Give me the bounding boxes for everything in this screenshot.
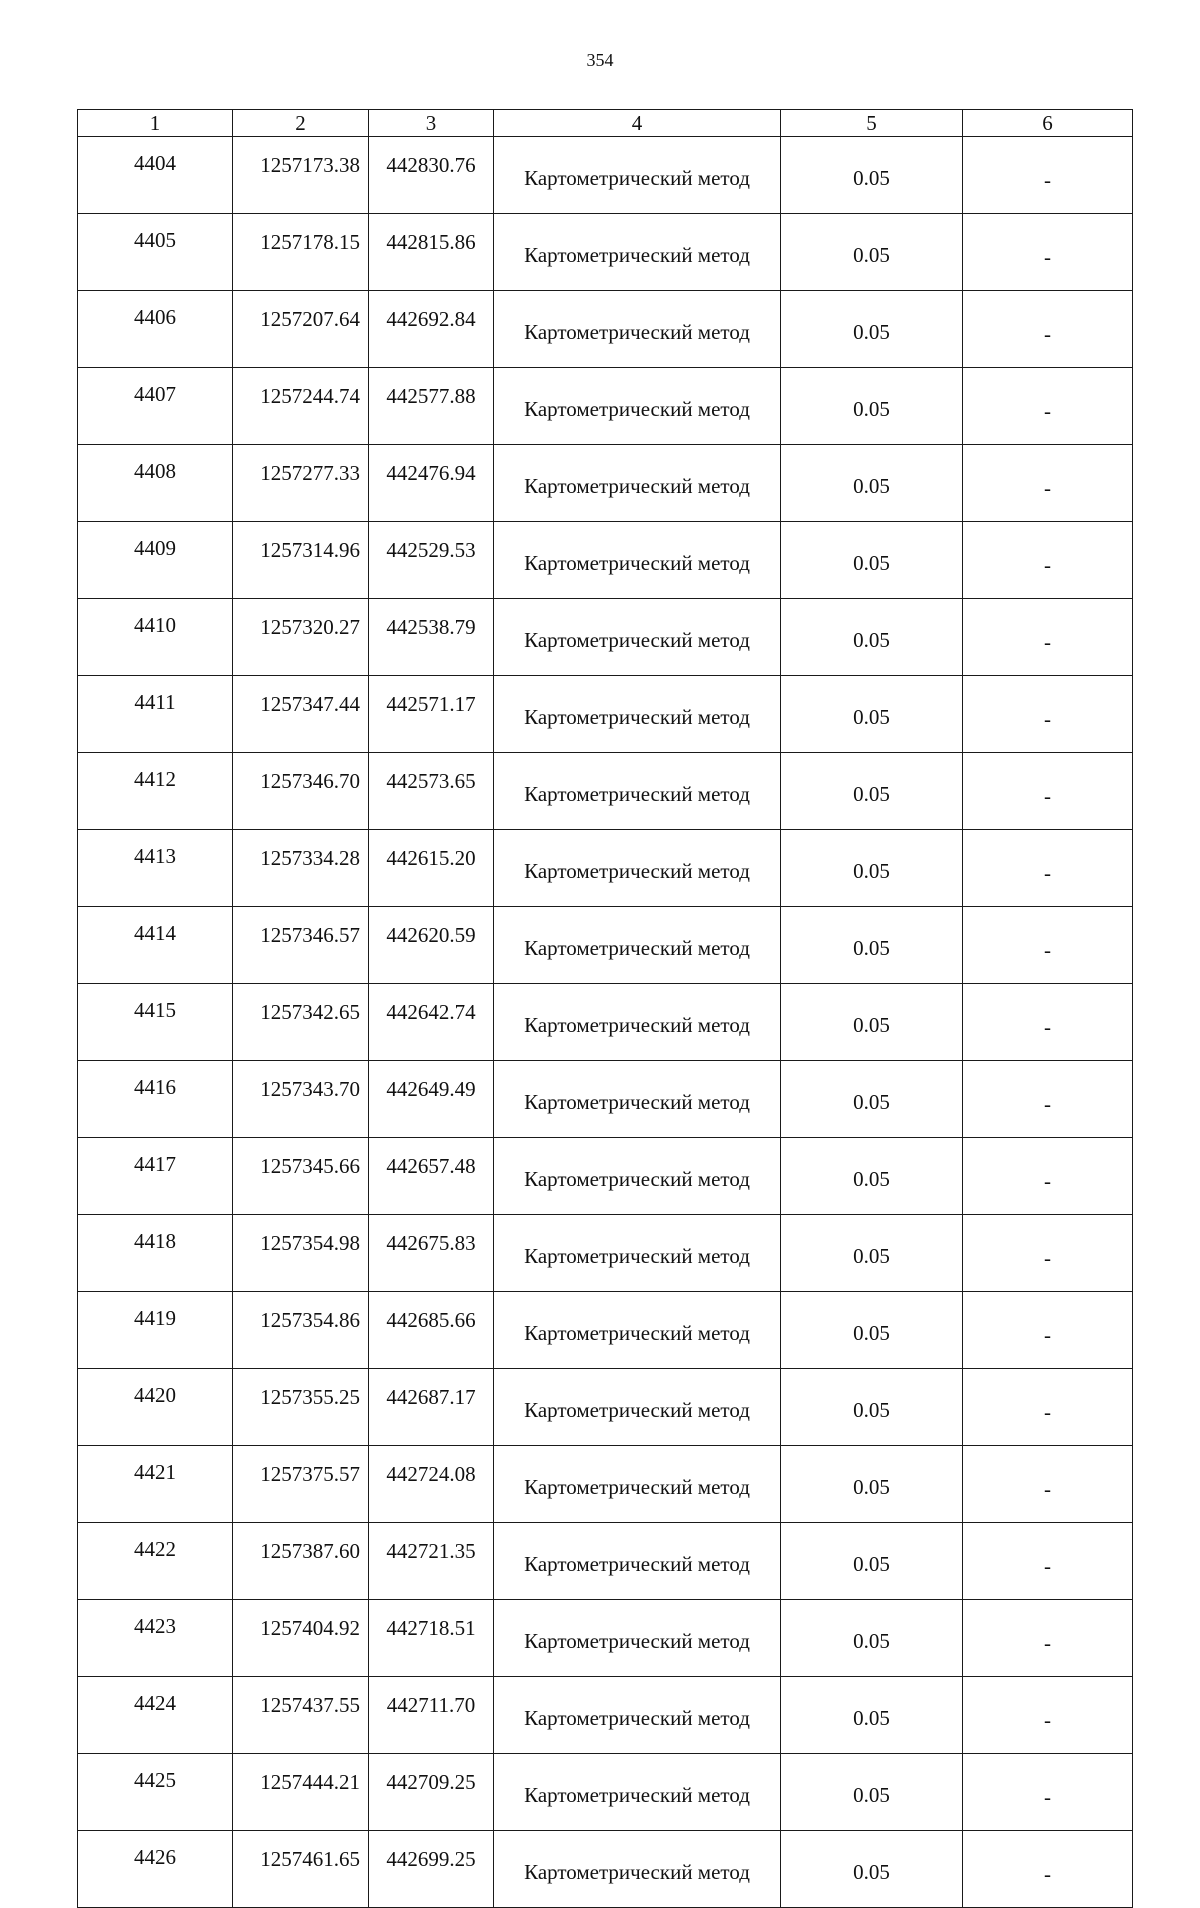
method-cell: Картометрический метод — [494, 1446, 781, 1523]
note-cell: - — [963, 291, 1133, 368]
y-coordinate-cell: 442620.59 — [369, 907, 494, 984]
column-header-3: 3 — [369, 110, 494, 137]
error-cell: 0.05 — [781, 984, 963, 1061]
x-coordinate-cell: 1257347.44 — [233, 676, 369, 753]
y-coordinate-cell: 442573.65 — [369, 753, 494, 830]
table-row — [78, 1523, 1133, 1600]
column-header-4: 4 — [494, 110, 781, 137]
x-coordinate-cell: 1257375.57 — [233, 1446, 369, 1523]
error-cell: 0.05 — [781, 445, 963, 522]
error-cell: 0.05 — [781, 291, 963, 368]
error-cell: 0.05 — [781, 1831, 963, 1908]
method-cell: Картометрический метод — [494, 445, 781, 522]
error-cell: 0.05 — [781, 676, 963, 753]
x-coordinate-cell: 1257355.25 — [233, 1369, 369, 1446]
page-number: 354 — [586, 50, 614, 70]
method-cell: Картометрический метод — [494, 1754, 781, 1831]
x-coordinate-cell: 1257346.57 — [233, 907, 369, 984]
point-number-cell: 4417 — [78, 1138, 233, 1215]
point-number-cell: 4405 — [78, 214, 233, 291]
y-coordinate-cell: 442718.51 — [369, 1600, 494, 1677]
y-coordinate-cell: 442699.25 — [369, 1831, 494, 1908]
point-number-cell: 4404 — [78, 137, 233, 214]
x-coordinate-cell: 1257334.28 — [233, 830, 369, 907]
method-cell: Картометрический метод — [494, 1215, 781, 1292]
point-number-cell: 4409 — [78, 522, 233, 599]
error-cell: 0.05 — [781, 1754, 963, 1831]
method-cell: Картометрический метод — [494, 1061, 781, 1138]
note-cell: - — [963, 1600, 1133, 1677]
point-number-cell: 4420 — [78, 1369, 233, 1446]
x-coordinate-cell: 1257320.27 — [233, 599, 369, 676]
method-cell: Картометрический метод — [494, 984, 781, 1061]
point-number-cell: 4424 — [78, 1677, 233, 1754]
method-cell: Картометрический метод — [494, 753, 781, 830]
error-cell: 0.05 — [781, 522, 963, 599]
x-coordinate-cell: 1257346.70 — [233, 753, 369, 830]
table-row — [78, 214, 1133, 291]
note-cell: - — [963, 676, 1133, 753]
x-coordinate-cell: 1257354.98 — [233, 1215, 369, 1292]
table-row — [78, 1677, 1133, 1754]
method-cell: Картометрический метод — [494, 599, 781, 676]
point-number-cell: 4421 — [78, 1446, 233, 1523]
method-cell: Картометрический метод — [494, 1677, 781, 1754]
point-number-cell: 4413 — [78, 830, 233, 907]
table-row — [78, 907, 1133, 984]
y-coordinate-cell: 442476.94 — [369, 445, 494, 522]
note-cell: - — [963, 830, 1133, 907]
table-row — [78, 137, 1133, 214]
table-row — [78, 830, 1133, 907]
point-number-cell: 4423 — [78, 1600, 233, 1677]
error-cell: 0.05 — [781, 1292, 963, 1369]
note-cell: - — [963, 1061, 1133, 1138]
point-number-cell: 4419 — [78, 1292, 233, 1369]
table-row — [78, 1215, 1133, 1292]
point-number-cell: 4418 — [78, 1215, 233, 1292]
header-row — [78, 110, 1133, 137]
x-coordinate-cell: 1257277.33 — [233, 445, 369, 522]
note-cell: - — [963, 753, 1133, 830]
x-coordinate-cell: 1257173.38 — [233, 137, 369, 214]
note-cell: - — [963, 368, 1133, 445]
table-row — [78, 676, 1133, 753]
error-cell: 0.05 — [781, 1215, 963, 1292]
y-coordinate-cell: 442538.79 — [369, 599, 494, 676]
table-row — [78, 599, 1133, 676]
y-coordinate-cell: 442692.84 — [369, 291, 494, 368]
x-coordinate-cell: 1257342.65 — [233, 984, 369, 1061]
method-cell: Картометрический метод — [494, 1600, 781, 1677]
point-number-cell: 4414 — [78, 907, 233, 984]
method-cell: Картометрический метод — [494, 214, 781, 291]
x-coordinate-cell: 1257444.21 — [233, 1754, 369, 1831]
note-cell: - — [963, 137, 1133, 214]
y-coordinate-cell: 442709.25 — [369, 1754, 494, 1831]
note-cell: - — [963, 1754, 1133, 1831]
table-row — [78, 753, 1133, 830]
method-cell: Картометрический метод — [494, 907, 781, 984]
method-cell: Картометрический метод — [494, 1369, 781, 1446]
table-row — [78, 1138, 1133, 1215]
point-number-cell: 4406 — [78, 291, 233, 368]
x-coordinate-cell: 1257345.66 — [233, 1138, 369, 1215]
y-coordinate-cell: 442577.88 — [369, 368, 494, 445]
y-coordinate-cell: 442615.20 — [369, 830, 494, 907]
y-coordinate-cell: 442815.86 — [369, 214, 494, 291]
x-coordinate-cell: 1257404.92 — [233, 1600, 369, 1677]
x-coordinate-cell: 1257178.15 — [233, 214, 369, 291]
point-number-cell: 4408 — [78, 445, 233, 522]
table-row — [78, 1754, 1133, 1831]
point-number-cell: 4410 — [78, 599, 233, 676]
y-coordinate-cell: 442721.35 — [369, 1523, 494, 1600]
y-coordinate-cell: 442675.83 — [369, 1215, 494, 1292]
error-cell: 0.05 — [781, 368, 963, 445]
table-header — [78, 110, 1133, 137]
method-cell: Картометрический метод — [494, 1292, 781, 1369]
column-header-5: 5 — [781, 110, 963, 137]
method-cell: Картометрический метод — [494, 1831, 781, 1908]
table-row — [78, 368, 1133, 445]
table-body — [78, 137, 1133, 1908]
error-cell: 0.05 — [781, 1600, 963, 1677]
note-cell: - — [963, 984, 1133, 1061]
y-coordinate-cell: 442687.17 — [369, 1369, 494, 1446]
y-coordinate-cell: 442529.53 — [369, 522, 494, 599]
note-cell: - — [963, 1523, 1133, 1600]
y-coordinate-cell: 442571.17 — [369, 676, 494, 753]
x-coordinate-cell: 1257437.55 — [233, 1677, 369, 1754]
error-cell: 0.05 — [781, 830, 963, 907]
note-cell: - — [963, 445, 1133, 522]
table-row — [78, 445, 1133, 522]
error-cell: 0.05 — [781, 214, 963, 291]
table-row — [78, 291, 1133, 368]
column-header-2: 2 — [233, 110, 369, 137]
x-coordinate-cell: 1257461.65 — [233, 1831, 369, 1908]
x-coordinate-cell: 1257354.86 — [233, 1292, 369, 1369]
point-number-cell: 4422 — [78, 1523, 233, 1600]
point-number-cell: 4426 — [78, 1831, 233, 1908]
method-cell: Картометрический метод — [494, 522, 781, 599]
note-cell: - — [963, 1369, 1133, 1446]
column-header-6: 6 — [963, 110, 1133, 137]
x-coordinate-cell: 1257343.70 — [233, 1061, 369, 1138]
method-cell: Картометрический метод — [494, 1523, 781, 1600]
error-cell: 0.05 — [781, 1138, 963, 1215]
y-coordinate-cell: 442649.49 — [369, 1061, 494, 1138]
error-cell: 0.05 — [781, 1523, 963, 1600]
error-cell: 0.05 — [781, 1061, 963, 1138]
y-coordinate-cell: 442685.66 — [369, 1292, 494, 1369]
error-cell: 0.05 — [781, 1369, 963, 1446]
table-row — [78, 1831, 1133, 1908]
table-row — [78, 1600, 1133, 1677]
method-cell: Картометрический метод — [494, 368, 781, 445]
table-row — [78, 984, 1133, 1061]
y-coordinate-cell: 442642.74 — [369, 984, 494, 1061]
point-number-cell: 4411 — [78, 676, 233, 753]
y-coordinate-cell: 442711.70 — [369, 1677, 494, 1754]
method-cell: Картометрический метод — [494, 137, 781, 214]
table-row — [78, 1061, 1133, 1138]
point-number-cell: 4412 — [78, 753, 233, 830]
x-coordinate-cell: 1257387.60 — [233, 1523, 369, 1600]
error-cell: 0.05 — [781, 599, 963, 676]
error-cell: 0.05 — [781, 907, 963, 984]
note-cell: - — [963, 214, 1133, 291]
note-cell: - — [963, 1215, 1133, 1292]
table-row — [78, 1292, 1133, 1369]
table-row — [78, 1369, 1133, 1446]
note-cell: - — [963, 1677, 1133, 1754]
error-cell: 0.05 — [781, 1446, 963, 1523]
note-cell: - — [963, 522, 1133, 599]
error-cell: 0.05 — [781, 137, 963, 214]
table-row — [78, 522, 1133, 599]
y-coordinate-cell: 442657.48 — [369, 1138, 494, 1215]
note-cell: - — [963, 1292, 1133, 1369]
method-cell: Картометрический метод — [494, 291, 781, 368]
column-header-1: 1 — [78, 110, 233, 137]
point-number-cell: 4425 — [78, 1754, 233, 1831]
method-cell: Картометрический метод — [494, 676, 781, 753]
x-coordinate-cell: 1257314.96 — [233, 522, 369, 599]
point-number-cell: 4415 — [78, 984, 233, 1061]
note-cell: - — [963, 1138, 1133, 1215]
x-coordinate-cell: 1257244.74 — [233, 368, 369, 445]
y-coordinate-cell: 442724.08 — [369, 1446, 494, 1523]
point-number-cell: 4407 — [78, 368, 233, 445]
method-cell: Картометрический метод — [494, 830, 781, 907]
note-cell: - — [963, 907, 1133, 984]
note-cell: - — [963, 1446, 1133, 1523]
note-cell: - — [963, 1831, 1133, 1908]
coordinates-table — [77, 109, 1133, 1908]
note-cell: - — [963, 599, 1133, 676]
method-cell: Картометрический метод — [494, 1138, 781, 1215]
point-number-cell: 4416 — [78, 1061, 233, 1138]
error-cell: 0.05 — [781, 753, 963, 830]
x-coordinate-cell: 1257207.64 — [233, 291, 369, 368]
table-row — [78, 1446, 1133, 1523]
error-cell: 0.05 — [781, 1677, 963, 1754]
y-coordinate-cell: 442830.76 — [369, 137, 494, 214]
